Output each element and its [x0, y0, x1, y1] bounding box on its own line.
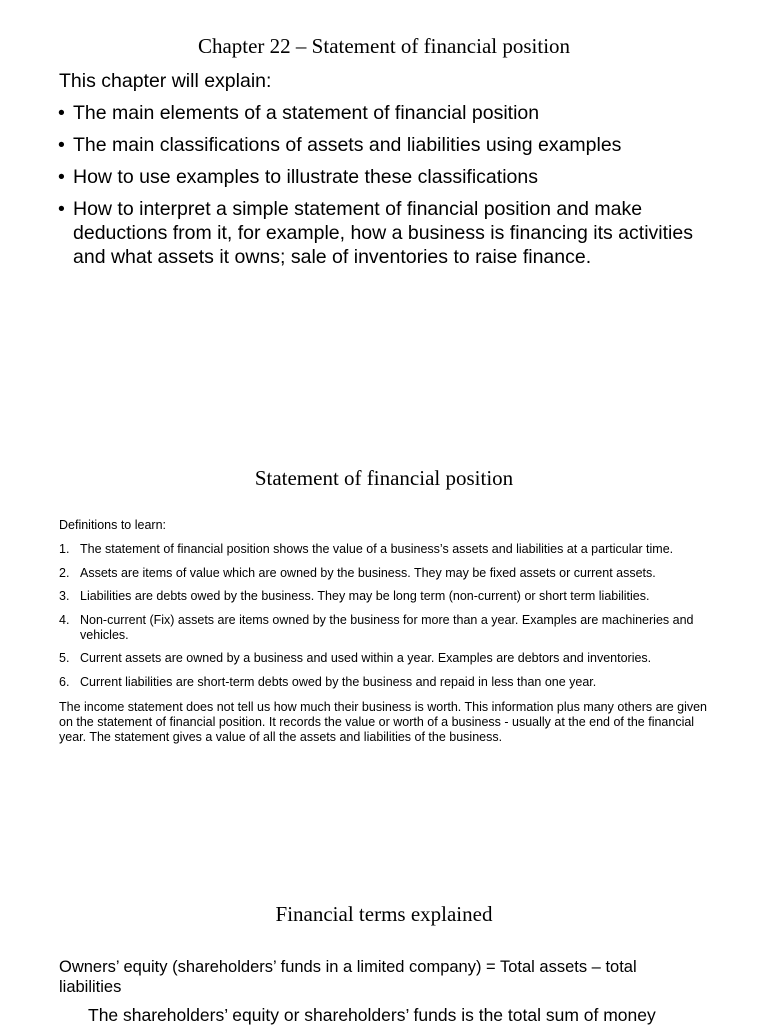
- intro-text: This chapter will explain:: [59, 70, 272, 92]
- definition-item: [59, 542, 709, 557]
- definitions-list: [59, 542, 709, 698]
- definitions-heading: Definitions to learn:: [59, 518, 167, 532]
- list-item-text: How to use examples to illustrate these classifications: [73, 166, 538, 188]
- bullet-icon: •: [58, 102, 65, 124]
- definition-number: 2.: [59, 565, 70, 580]
- bullet-icon: •: [58, 134, 65, 156]
- list-item: [58, 133, 718, 157]
- chapter-title: Chapter 22 – Statement of financial position: [197, 34, 571, 58]
- list-item-text: The main elements of a statement of financial position: [73, 102, 540, 124]
- definition-text: Non-current (Fix) assets are items owned by the business for more than a year. Examples are machineries and vehicles.: [80, 612, 694, 642]
- bullet-icon: •: [58, 166, 65, 188]
- definition-number: 5.: [59, 651, 70, 665]
- definition-item: [59, 589, 709, 604]
- definition-text: The statement of financial position shows the value of a business’s assets and liabilities at a particular time.: [80, 542, 674, 556]
- definition-item: [59, 613, 709, 643]
- list-item: [58, 197, 718, 269]
- equity-definition: The shareholders’ equity or shareholders’ funds is the total sum of money: [88, 1005, 656, 1025]
- definition-text: Current assets are owned by a business and used within a year. Examples are debtors and inventories.: [80, 651, 652, 665]
- body-paragraph: The income statement does not tell us how much their business is worth. This information plus many others are given on the statement of financial position. It records the value or worth of a business - usually at the end of the financial year. The statement gives a value of all the assets and liabilities of the business.: [59, 700, 707, 744]
- definition-item: [59, 675, 709, 690]
- equity-formula: Owners’ equity (shareholders’ funds in a limited company) = Total assets – total liabilities: [59, 958, 637, 996]
- definition-number: 3.: [59, 589, 70, 603]
- definition-number: 6.: [59, 674, 70, 689]
- definition-text: Liabilities are debts owed by the business. They may be long term (non-current) or short term liabilities.: [80, 589, 650, 603]
- list-item: [58, 101, 718, 125]
- definition-number: 1.: [59, 542, 70, 556]
- list-item-text: The main classifications of assets and liabilities using examples: [73, 134, 622, 156]
- definition-number: 4.: [59, 612, 70, 627]
- definition-text: Assets are items of value which are owned by the business. They may be fixed assets or current assets.: [80, 565, 656, 580]
- objectives-list: [58, 101, 718, 277]
- definition-item: [59, 651, 709, 666]
- list-item: [58, 165, 718, 189]
- bullet-icon: •: [58, 198, 65, 220]
- list-item-text: How to interpret a simple statement of financial position and make deductions from it, for example, how a business is financing its activities and what assets it owns; sale of inventories to raise finance.: [73, 198, 693, 268]
- section-title: Financial terms explained: [275, 902, 493, 926]
- definition-item: [59, 566, 709, 581]
- section-title: Statement of financial position: [254, 466, 514, 490]
- definition-text: Current liabilities are short-term debts owed by the business and repaid in less than one year.: [80, 674, 597, 689]
